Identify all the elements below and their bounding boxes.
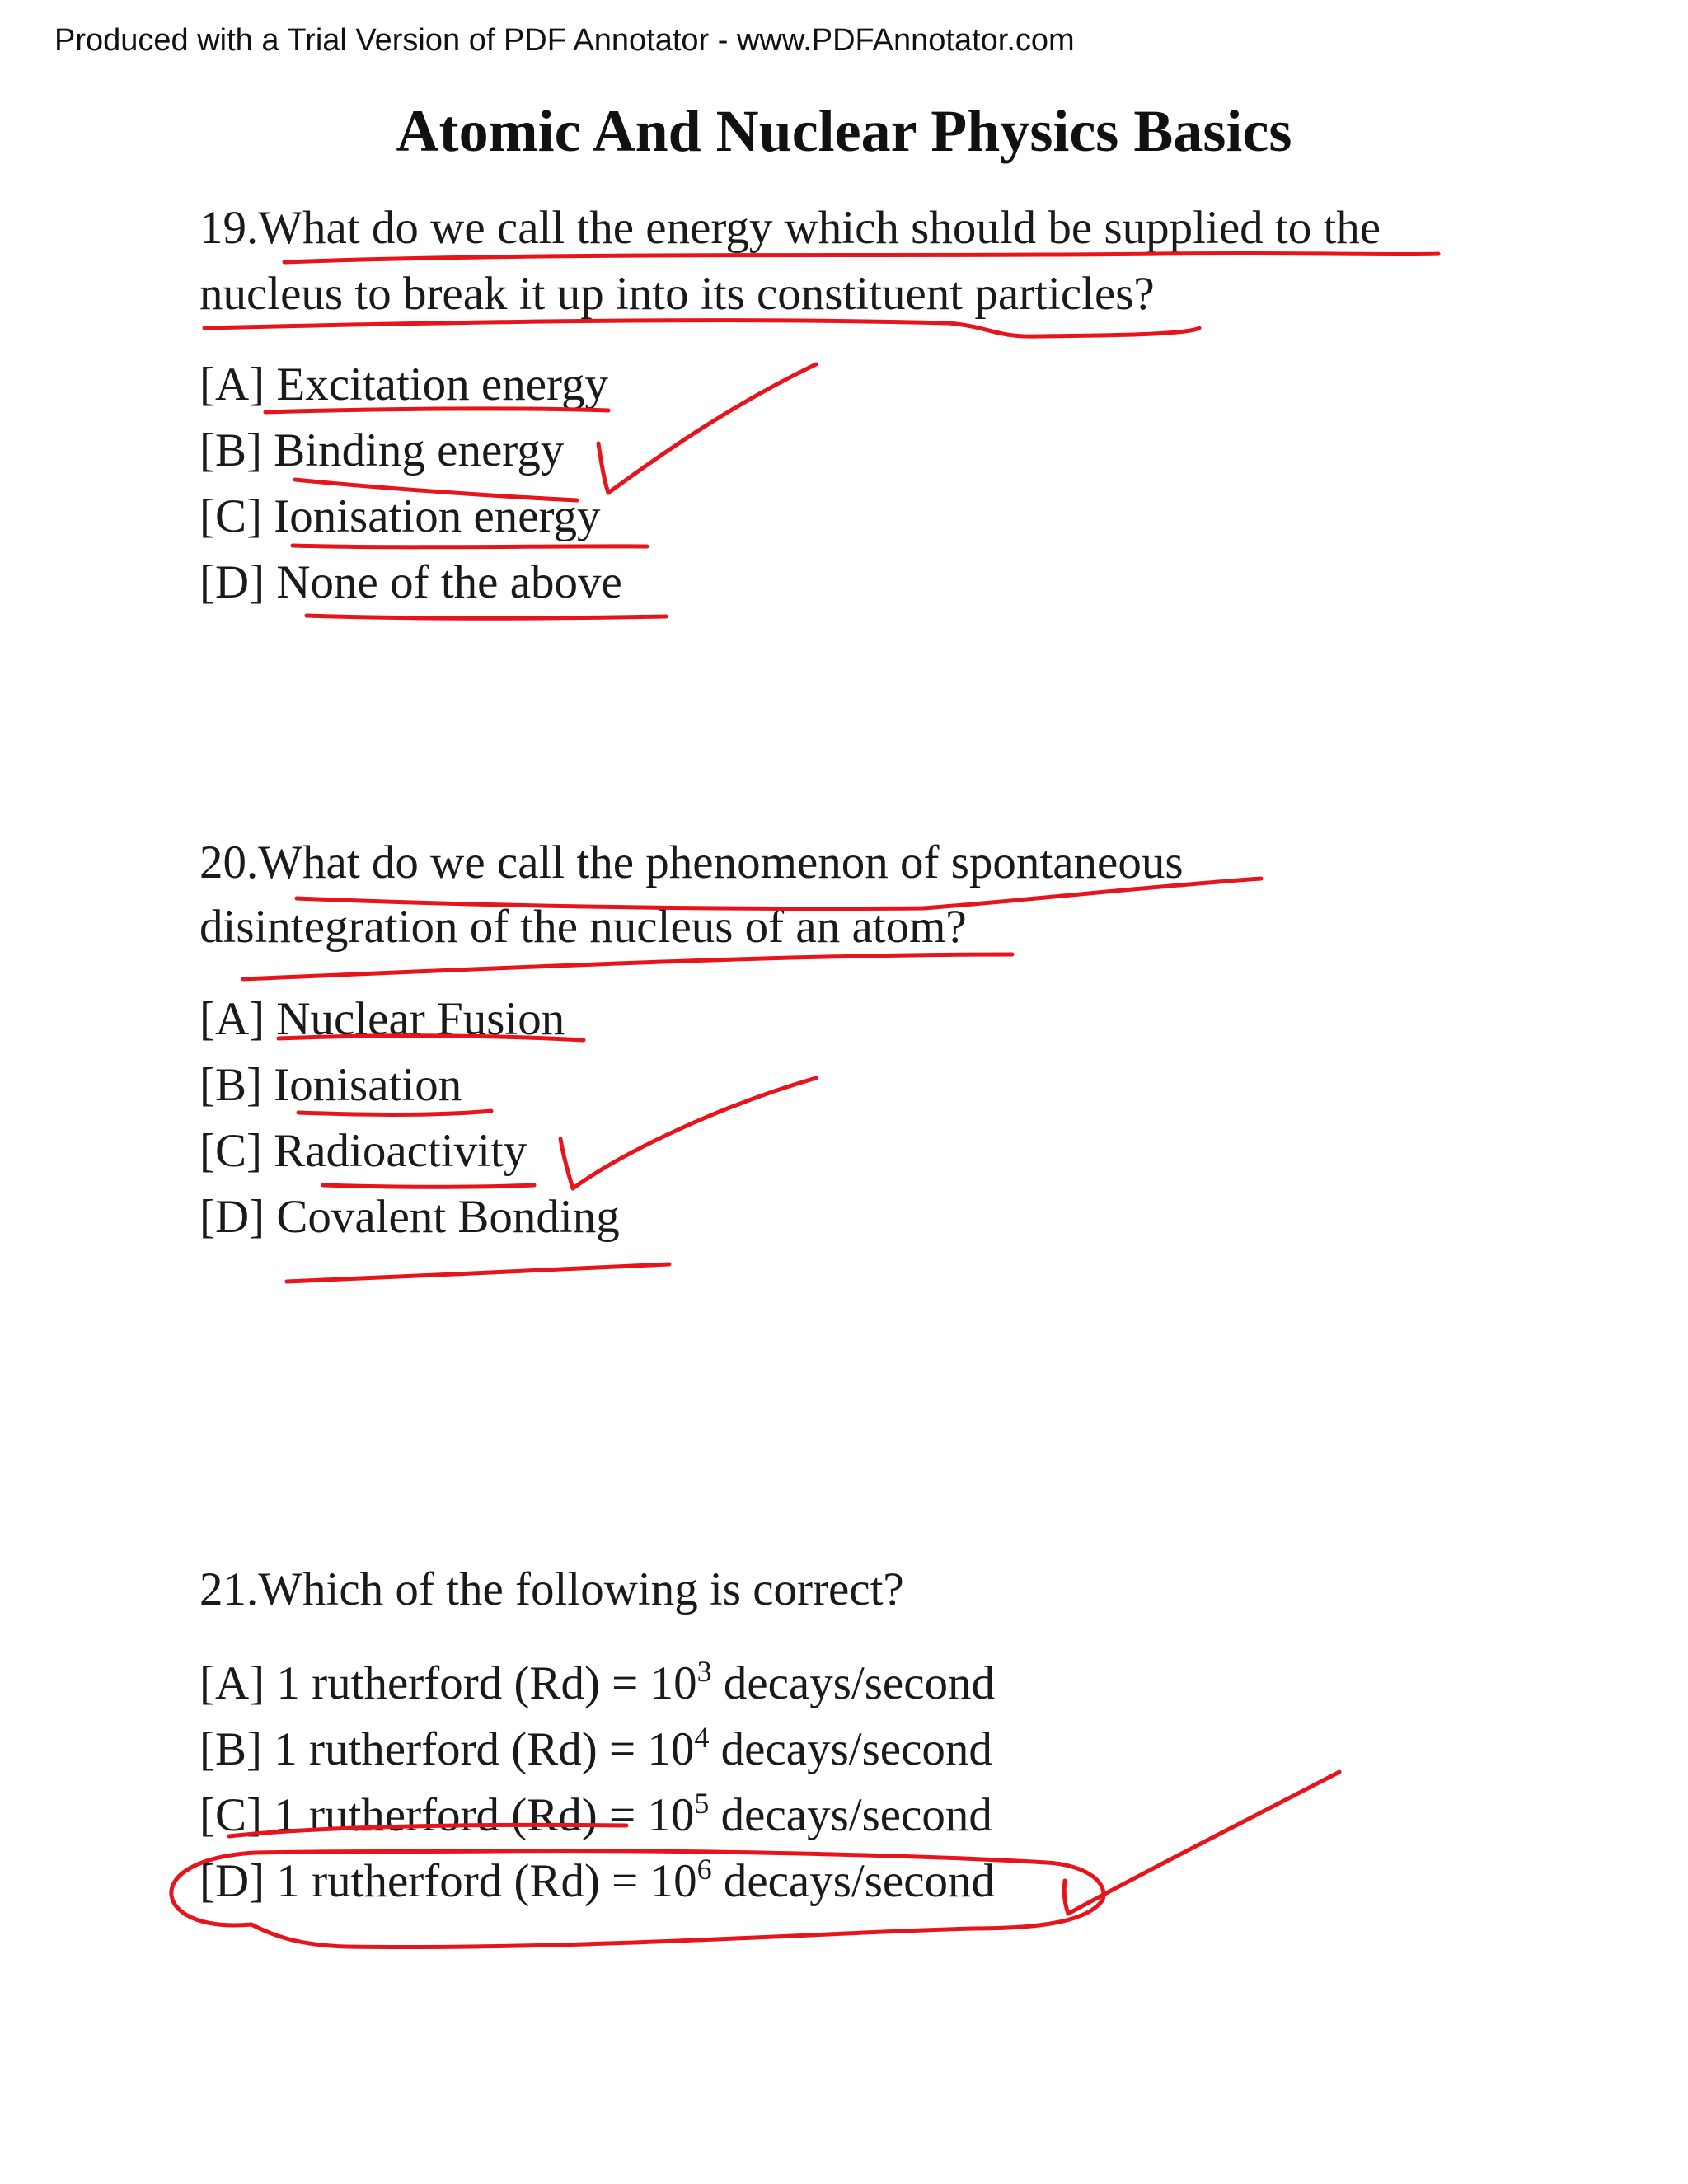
checkmark-q21-answer	[1064, 1772, 1339, 1914]
question-19-line-2: nucleus to break it up into its constituent particles?	[199, 268, 1155, 320]
option-c-unit: decays/second	[709, 1789, 992, 1841]
option-b-unit: decays/second	[709, 1723, 992, 1775]
option-b-text: [B] 1 rutherford (Rd) = 10	[199, 1723, 695, 1775]
option-c-exponent: 5	[694, 1787, 710, 1820]
question-21-option-a	[199, 1655, 996, 1709]
question-19-option-d: [D] None of the above	[199, 556, 622, 608]
underline-q19-line1	[284, 253, 1438, 262]
question-20-line-2: disintegration of the nucleus of an atom?	[199, 901, 967, 953]
underline-q19-line2	[204, 321, 1199, 337]
page-title: Atomic And Nuclear Physics Basics	[396, 98, 1292, 164]
option-a-unit: decays/second	[711, 1657, 996, 1709]
question-20-option-b: [B] Ionisation	[199, 1059, 462, 1111]
question-20-option-c: [C] Radioactivity	[199, 1125, 528, 1177]
option-d-unit: decays/second	[711, 1855, 996, 1907]
checkmark-q19-answer	[598, 364, 816, 493]
underline-q20-option-d	[287, 1264, 669, 1282]
underline-q19-option-c	[293, 546, 647, 547]
option-a-text: [A] 1 rutherford (Rd) = 10	[199, 1657, 697, 1709]
question-19-option-a: [A] Excitation energy	[199, 359, 608, 410]
underline-q20-option-c	[323, 1185, 534, 1187]
underline-q20-line2	[243, 954, 1012, 979]
option-a-exponent: 3	[696, 1655, 712, 1688]
question-21-option-b	[199, 1721, 992, 1775]
underline-q20-option-b	[298, 1111, 491, 1114]
checkmark-q20-answer	[560, 1078, 816, 1188]
underline-q19-option-d	[307, 616, 666, 618]
option-d-exponent: 6	[696, 1853, 712, 1886]
question-20-option-a: [A] Nuclear Fusion	[199, 993, 565, 1045]
question-21-option-c	[199, 1787, 992, 1841]
question-19-option-b: [B] Binding energy	[199, 424, 565, 476]
option-b-exponent: 4	[694, 1721, 710, 1754]
question-20-line-1: 20.What do we call the phenomenon of spontaneous	[199, 837, 1184, 888]
question-21-option-d	[199, 1853, 996, 1907]
option-c-text: [C] 1 rutherford (Rd) = 10	[199, 1789, 695, 1841]
trial-watermark: Produced with a Trial Version of PDF Annotator - www.PDFAnnotator.com	[54, 23, 1075, 58]
question-20-option-d: [D] Covalent Bonding	[199, 1191, 620, 1243]
question-19-line-1: 19.What do we call the energy which should be supplied to the	[199, 202, 1381, 254]
question-19-option-c: [C] Ionisation energy	[199, 490, 601, 542]
question-21-line-1: 21.Which of the following is correct?	[199, 1563, 904, 1615]
option-d-text: [D] 1 rutherford (Rd) = 10	[199, 1855, 697, 1907]
